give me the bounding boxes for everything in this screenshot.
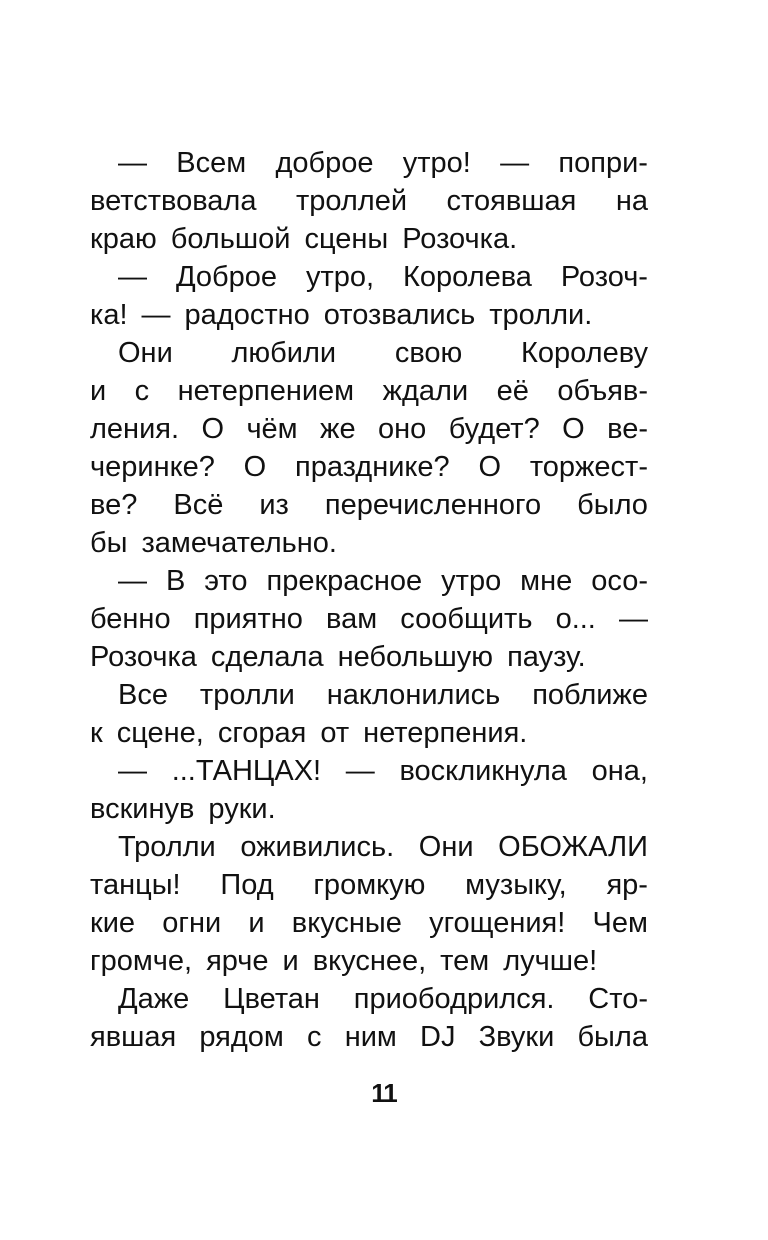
text-line: — Доброе утро, Королева Розоч-	[118, 261, 648, 293]
text-line: вскинув руки.	[90, 793, 276, 825]
text-line: Розочка сделала небольшую паузу.	[90, 641, 586, 673]
text-line: явшая рядом с ним DJ Звуки была	[90, 1021, 648, 1053]
text-line: — Всем доброе утро! — попри-	[118, 147, 648, 179]
text-line: к сцене, сгорая от нетерпения.	[90, 717, 528, 749]
text-line: краю большой сцены Розочка.	[90, 223, 518, 255]
text-line: громче, ярче и вкуснее, тем лучше!	[90, 945, 598, 977]
text-line: ка! — радостно отозвались тролли.	[90, 299, 593, 331]
text-line: ветствовала троллей стоявшая на	[90, 185, 648, 217]
text-line: Они любили свою Королеву	[118, 337, 648, 369]
text-line: ления. О чём же оно будет? О ве-	[90, 413, 648, 445]
text-line: бенно приятно вам сообщить о... —	[90, 603, 648, 635]
text-line: бы замечательно.	[90, 527, 337, 559]
text-line: танцы! Под громкую музыку, яр-	[90, 869, 648, 901]
text-line: Все тролли наклонились поближе	[118, 679, 648, 711]
body-text	[90, 144, 648, 1056]
text-line: ве? Всё из перечисленного было	[90, 489, 648, 521]
text-line: и с нетерпением ждали её объяв-	[90, 375, 648, 407]
text-line: — ...ТАНЦАХ! — воскликнула она,	[118, 755, 648, 787]
text-line: кие огни и вкусные угощения! Чем	[90, 907, 648, 939]
page-number: 11	[371, 1078, 397, 1108]
text-line: черинке? О празднике? О торжест-	[90, 451, 648, 483]
text-line: — В это прекрасное утро мне осо-	[118, 565, 648, 597]
text-line: Тролли оживились. Они ОБОЖАЛИ	[118, 831, 648, 863]
text-line: Даже Цветан приободрился. Сто-	[118, 983, 648, 1015]
